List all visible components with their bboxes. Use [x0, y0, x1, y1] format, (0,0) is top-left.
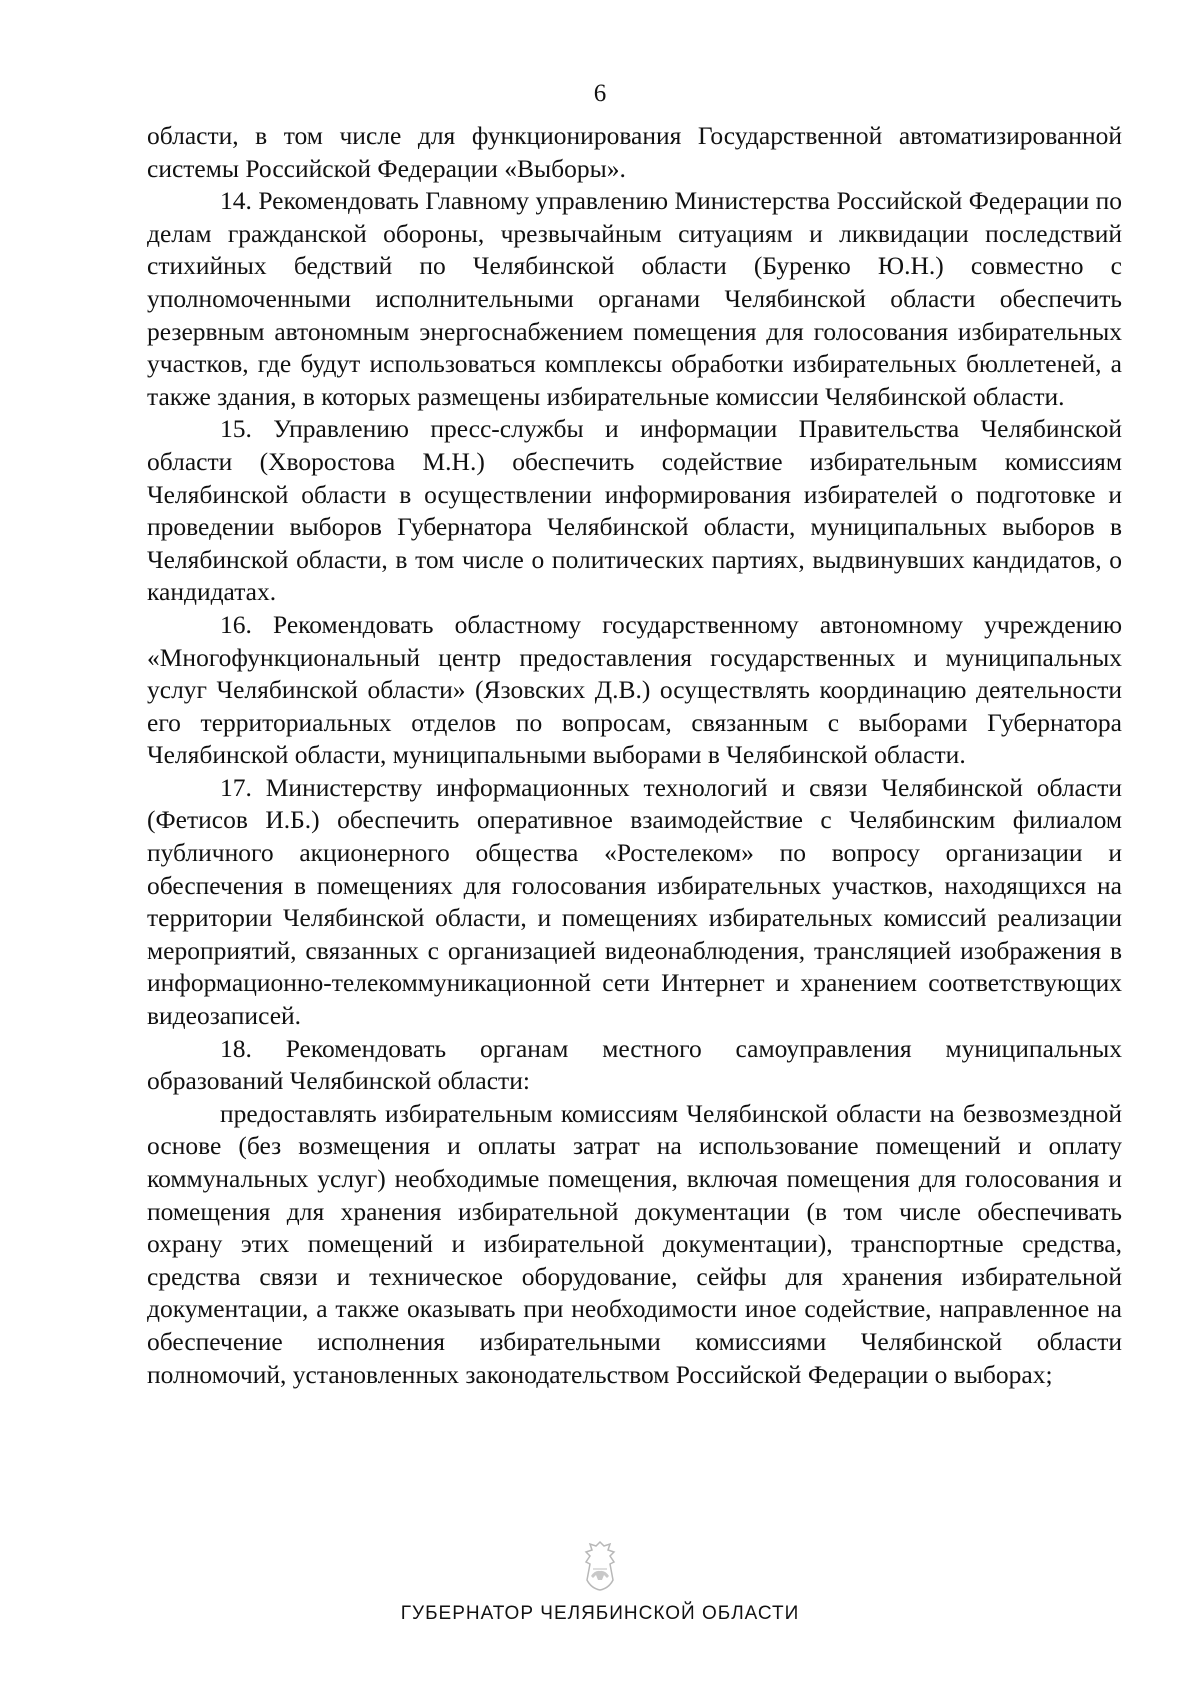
paragraph-18-item: предоставлять избирательным комиссиям Челябинской области на безвозмездной основе (без возмещения и оплаты затрат на использование помещений и оплату коммунальных услуг) необходимые помещения, включая помещения для голосования и помещения для хранения избирательной документации (в том числе обеспечивать охрану этих помещений и избирательной документации), транспортные средства, средства связи и техническое оборудование, сейфы для хранения избирательной документации, а также оказывать при необходимости иное содействие, направленное на обеспечение исполнения избирательными комиссиями Челябинской области полномочий, установленных законодательством Российской Федерации о выборах;	[147, 1098, 1122, 1389]
paragraph-16: 16. Рекомендовать областному государственному автономному учреждению «Многофункциональный центр предоставления государственных и муниципальных услуг Челябинской области» (Язовских Д.В.) осуществлять координацию деятельности его территориальных отделов по вопросам, связанным с выборами Губернатора Челябинской области, муниципальными выборами в Челябинской области.	[147, 609, 1122, 770]
document-body	[147, 120, 1122, 1391]
chelyabinsk-coat-of-arms-icon	[580, 1540, 620, 1592]
paragraph-17: 17. Министерству информационных технологий и связи Челябинской области (Фетисов И.Б.) обеспечить оперативное взаимодействие с Челябинским филиалом публичного акционерного общества «Ростелеком» по вопросу организации и обеспечения в помещениях для голосования избирательных участков, находящихся на территории Челябинской области, и помещениях избирательных комиссий реализации мероприятий, связанных с организацией видеонаблюдения, трансляцией изображения в информационно-телекоммуникационной сети Интернет и хранением соответствующих видеозаписей.	[147, 772, 1122, 1031]
page-number: 6	[593, 80, 607, 107]
paragraph-15: 15. Управлению пресс-службы и информации Правительства Челябинской области (Хворостова М.Н.) обеспечить содействие избирательным комиссиям Челябинской области в осуществлении информирования избирателей о подготовке и проведении выборов Губернатора Челябинской области, муниципальных выборов в Челябинской области, в том числе о политических партиях, выдвинувших кандидатов, о кандидатах.	[147, 414, 1122, 607]
footer-signature-title: ГУБЕРНАТОР ЧЕЛЯБИНСКОЙ ОБЛАСТИ	[400, 1603, 800, 1624]
paragraph-18: 18. Рекомендовать органам местного самоуправления муниципальных образований Челябинской области:	[147, 1033, 1122, 1096]
paragraph-14: 14. Рекомендовать Главному управлению Министерства Российской Федерации по делам гражданской обороны, чрезвычайным ситуациям и ликвидации последствий стихийных бедствий по Челябинской области (Буренко Ю.Н.) совместно с уполномоченными исполнительными органами Челябинской области обеспечить резервным автономным энергоснабжением помещения для голосования избирательных участков, где будут использоваться комплексы обработки избирательных бюллетеней, а также здания, в которых размещены избирательные комиссии Челябинской области.	[147, 186, 1122, 411]
paragraph-continuation: области, в том числе для функционирования Государственной автоматизированной системы Российской Федерации «Выборы».	[147, 121, 1122, 183]
